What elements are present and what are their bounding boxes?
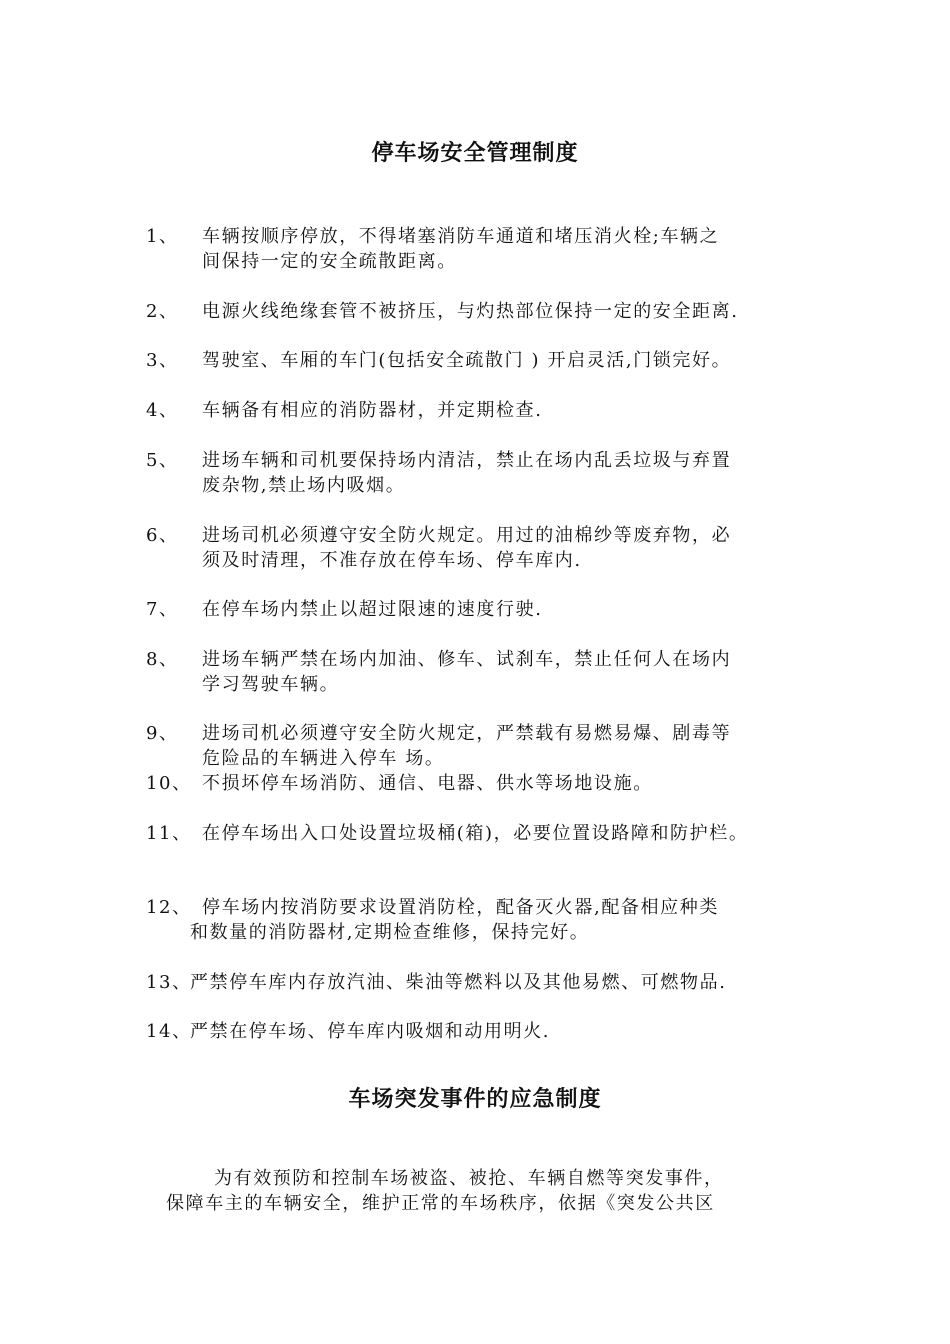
item-number: 2、 [146, 301, 179, 322]
section-title: 车场突发事件的应急制度 [348, 1087, 602, 1112]
paragraph-line: 为有效预防和控制车场被盗、被抢、车辆自燃等突发事件， [214, 1168, 724, 1189]
document-title: 停车场安全管理制度 [371, 141, 579, 166]
item-text-line: 进场车辆和司机要保持场内清洁，禁止在场内乱丢垃圾与弃置 [202, 450, 732, 471]
item-text-line: 在停车场出入口处设置垃圾桶(箱)，必要位置设路障和防护栏。 [202, 823, 749, 844]
item-text-line: 进场车辆严禁在场内加油、修车、试刹车，禁止任何人在场内 [202, 649, 732, 670]
item-number: 10、 [146, 773, 192, 794]
item-number: 8、 [146, 649, 179, 670]
paragraph-line: 保障车主的车辆安全，维护正常的车场秩序，依据《突发公共区 [166, 1193, 715, 1214]
item-number: 14、 [146, 1021, 192, 1042]
item-number: 4、 [146, 400, 179, 421]
item-text-line: 车辆备有相应的消防器材，并定期检查. [202, 400, 543, 421]
item-text-line: 间保持一定的安全疏散距离。 [202, 251, 457, 272]
item-number: 1、 [146, 226, 179, 247]
item-text-line: 不损坏停车场消防、通信、电器、供水等场地设施。 [202, 773, 653, 794]
item-text-line: 学习驾驶车辆。 [202, 674, 340, 695]
item-number: 6、 [146, 525, 179, 546]
item-text-line: 严禁停车库内存放汽油、柴油等燃料以及其他易燃、可燃物品. [190, 972, 727, 993]
item-text-line: 驾驶室、车厢的车门(包括安全疏散门 ) 开启灵活,门锁完好。 [202, 350, 732, 371]
item-number: 11、 [146, 823, 192, 844]
item-number: 7、 [146, 599, 179, 620]
item-number: 3、 [146, 350, 179, 371]
item-text-line: 严禁在停车场、停车库内吸烟和动用明火. [190, 1021, 551, 1042]
item-text-line: 在停车场内禁止以超过限速的速度行驶. [202, 599, 543, 620]
item-text-line: 车辆按顺序停放，不得堵塞消防车通道和堵压消火栓;车辆之 [202, 226, 720, 247]
item-text-line: 进场司机必须遵守安全防火规定。用过的油棉纱等废弃物，必 [202, 525, 732, 546]
item-text-line: 须及时清理，不准存放在停车场、停车库内. [202, 550, 582, 571]
item-text-line: 和数量的消防器材,定期检查维修，保持完好。 [190, 922, 590, 943]
item-text-line: 危险品的车辆进入停车 场。 [202, 748, 445, 769]
item-number: 12、 [146, 897, 192, 918]
item-number: 9、 [146, 723, 179, 744]
item-text-line: 废杂物,禁止场内吸烟。 [202, 475, 406, 496]
item-text-line: 停车场内按消防要求设置消防栓，配备灭火器,配备相应种类 [202, 897, 719, 918]
item-number: 5、 [146, 450, 179, 471]
item-number: 13、 [146, 972, 192, 993]
item-text-line: 电源火线绝缘套管不被挤压，与灼热部位保持一定的安全距离. [202, 301, 739, 322]
item-text-line: 进场司机必须遵守安全防火规定，严禁载有易燃易爆、剧毒等 [202, 723, 732, 744]
